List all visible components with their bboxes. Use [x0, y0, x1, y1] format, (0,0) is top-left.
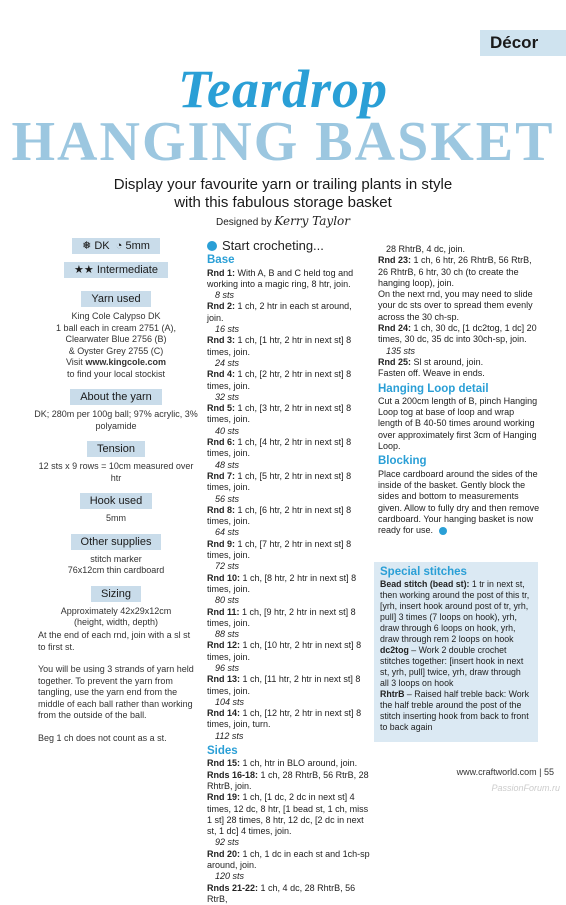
round-text: 1 ch, [10 htr, 2 htr in next st] 8 times, join.	[207, 640, 362, 662]
byline	[0, 214, 566, 228]
round-label: Rnd 7:	[207, 470, 235, 481]
sizing-head: Sizing	[91, 586, 141, 602]
round-text: 1 ch, 6 htr, 26 RhtrB, 56 RtrB, 26 RhtrB, 6 htr, 30 ch (to create the hanging loop), join.	[378, 255, 532, 288]
yarn-ball-icon: ❅	[82, 240, 92, 252]
round-text: 1 ch, [11 htr, 2 htr in next st] 8 times, join.	[207, 674, 361, 696]
section-tab: Décor	[480, 30, 566, 56]
stitch-count: 135 sts	[386, 345, 416, 356]
stars-icon: ★★	[74, 264, 94, 276]
round-label: Rnd 12:	[207, 640, 241, 651]
stitch-count: 48 sts	[215, 459, 240, 470]
yarn-line: Clearwater Blue 2756 (B)	[65, 334, 167, 344]
round-label: Rnd 24:	[378, 323, 412, 334]
instructions-column-2	[378, 244, 540, 536]
hook-label: 5mm	[125, 240, 150, 252]
round-text: 1 ch, [9 htr, 2 htr in next st] 8 times, join.	[207, 606, 356, 628]
yarn-used-head: Yarn used	[81, 291, 150, 307]
pattern-round	[207, 369, 370, 403]
round-text: 1 ch, [4 htr, 2 htr in next st] 8 times, join.	[207, 437, 352, 459]
round-label: Rnd 13:	[207, 674, 241, 685]
round-label: Rnd 1:	[207, 267, 235, 278]
round-label: Rnd 5:	[207, 403, 235, 414]
round-label: Rnd 25:	[378, 356, 412, 367]
supplies-block	[34, 530, 198, 577]
special-stitch-item	[380, 645, 532, 689]
pattern-round	[207, 640, 370, 674]
blocking-text: Place cardboard around the sides of the inside of the basket. Gently block the sides and bottom to measurements given. Allow to fully dry and then remove cardboard. Your hanging basket is now ready for use.	[378, 468, 540, 536]
round-label: Rnd 19:	[207, 792, 241, 803]
next-round-note: On the next rnd, you may need to slide your dc sts over to spread them evenly across the 30 ch-sp.	[378, 289, 533, 322]
special-stitch-text: – Raised half treble back: Work the half treble around the post of the stitch inserting hook from back to front to back again	[380, 689, 529, 732]
round-label: Rnd 8:	[207, 504, 235, 515]
round-text: 1 ch, [8 htr, 2 htr in next st] 8 times, join.	[207, 572, 357, 594]
title-line1: Teardrop	[177, 59, 389, 119]
watermark: PassionForum.ru	[491, 783, 560, 793]
supplies-line: 76x12cm thin cardboard	[67, 565, 165, 575]
pattern-round	[207, 301, 370, 335]
pattern-round	[207, 674, 370, 708]
sides-rounds	[207, 758, 370, 905]
round-text: 1 ch, [12 htr, 2 htr in next st] 8 times, join, turn.	[207, 708, 362, 730]
pattern-round	[378, 357, 540, 368]
stitch-count: 8 sts	[215, 290, 235, 301]
round-label: Rnd 9:	[207, 538, 235, 549]
round-text: 1 ch, [7 htr, 2 htr in next st] 8 times, join.	[207, 538, 352, 561]
hook-used-head: Hook used	[80, 493, 153, 509]
sizing-line: Approximately 42x29x12cm	[60, 605, 172, 616]
special-stitch-text: 1 tr in next st, then working around the post of this tr, [yrh, insert hook around post of tr, yrh, pull] 3 times (7 loops on hook), yrh, draw through 6 loops on hook, yrh, draw through rem 2 loops on hook	[380, 579, 530, 644]
stitch-count: 120 sts	[215, 871, 245, 882]
stitch-count: 56 sts	[215, 493, 240, 504]
page-footer: www.craftworld.com | 55	[456, 767, 554, 777]
round-text: 1 ch, [1 htr, 2 htr in next st] 8 times, join.	[207, 335, 352, 357]
stitch-count: 32 sts	[215, 391, 240, 402]
round-label: Rnd 11:	[207, 606, 240, 617]
byline-prefix: Designed by	[216, 217, 272, 228]
round-label: Rnd 3:	[207, 335, 235, 346]
special-stitches-list	[380, 579, 532, 733]
round-label: Rnd 10:	[207, 572, 241, 583]
start-heading	[207, 240, 370, 251]
pattern-round	[207, 708, 370, 742]
col3-rounds-2	[378, 323, 540, 368]
stitch-count: 96 sts	[215, 662, 240, 673]
round-label: Rnd 23:	[378, 255, 412, 266]
blocking-heading: Blocking	[378, 455, 427, 468]
round-text: 1 ch, htr in BLO around, join.	[242, 758, 358, 769]
weight-label: DK	[94, 240, 110, 252]
round-text: 1 ch, 30 dc, [1 dc2tog, 1 dc] 20 times, 30 dc, 35 dc into 30ch-sp, join.	[378, 323, 537, 345]
yarn-used-block	[34, 287, 198, 380]
special-stitch-label: dc2tog	[380, 645, 409, 655]
stitch-count: 104 sts	[215, 696, 245, 707]
subtitle-line1: Display your favourite yarn or trailing plants in style	[113, 176, 453, 193]
about-yarn-block	[34, 385, 198, 432]
yarn-line: & Oyster Grey 2755 (C)	[68, 345, 164, 356]
pattern-notes	[38, 630, 198, 755]
stitch-count: 40 sts	[215, 425, 240, 436]
stitch-count: 80 sts	[215, 595, 240, 606]
tension-head: Tension	[87, 441, 145, 457]
note-paragraph: Beg 1 ch does not count as a st.	[38, 732, 167, 743]
fasten-off-text: Fasten off. Weave in ends.	[378, 368, 485, 379]
stitch-count: 92 sts	[215, 837, 240, 848]
round-text: 1 ch, [3 htr, 2 htr in next st] 8 times, join.	[207, 403, 352, 425]
round-text: 1 ch, [1 dc, 2 dc in next st] 4 times, 12 dc, 8 htr, [1 bead st, 1 ch, miss 1 st] 28 times, 8 htr, 12 dc, [2 dc in next st, 1 dc] 4 times, join.	[207, 792, 369, 837]
about-yarn-text: DK; 280m per 100g ball; 97% acrylic, 3% polyamide	[34, 409, 198, 431]
pattern-round	[207, 335, 370, 369]
special-stitch-label: RhtrB	[380, 689, 405, 699]
base-heading: Base	[207, 254, 235, 267]
yarn-line: King Cole Calypso DK	[71, 311, 161, 321]
pattern-round	[207, 573, 370, 607]
yarn-url-link[interactable]: www.kingcole.com	[85, 357, 167, 367]
round-label: Rnds 21-22:	[207, 882, 259, 893]
yarn-visit	[34, 357, 198, 369]
round-label: Rnd 2:	[207, 301, 235, 312]
round-label: Rnd 4:	[207, 369, 235, 380]
yarn-line: 1 ball each in cream 2751 (A),	[55, 322, 177, 333]
weight-hook-pill	[72, 238, 160, 254]
stitch-count: 72 sts	[215, 561, 240, 572]
stitch-count: 24 sts	[215, 357, 240, 368]
pattern-round	[207, 607, 370, 641]
round-label: Rnd 6:	[207, 437, 235, 448]
hanging-loop-text: Cut a 200cm length of B, pinch Hanging Loop tog at base of loop and wrap length of B 40-50 times around working over approximately first 3cm of Hanging Loop.	[378, 395, 538, 452]
round-text: 1 ch, 28 RhtrB, 56 RtrB, 28 RhtrB, join.	[207, 769, 369, 791]
special-stitch-item	[380, 579, 532, 645]
yarn-visit-suffix: to find your local stockist	[66, 368, 166, 379]
hook-used-text: 5mm	[106, 513, 126, 523]
pattern-round	[207, 758, 370, 769]
round-label: Rnd 15:	[207, 758, 241, 769]
round-label: Rnd 14:	[207, 708, 241, 719]
bullet-dot-icon	[207, 241, 217, 251]
about-yarn-head: About the yarn	[70, 389, 162, 405]
end-dot-icon	[439, 527, 447, 535]
special-stitch-item	[380, 689, 532, 733]
pattern-round	[207, 849, 370, 883]
hook-used-block	[34, 489, 198, 525]
pattern-round	[207, 403, 370, 437]
round-label: Rnd 20:	[207, 848, 241, 859]
pattern-round	[378, 255, 540, 289]
stitch-count: 16 sts	[215, 324, 240, 335]
col3-rounds	[378, 255, 540, 289]
special-stitch-text: – Work 2 double crochet stitches together: [insert hook in next st, yrh, pull] twice, yrh, draw through all 3 loops on hook	[380, 645, 524, 688]
stitch-count: 88 sts	[215, 629, 240, 640]
sides-heading: Sides	[207, 745, 238, 758]
hook-icon: ◔	[115, 240, 123, 252]
base-rounds	[207, 268, 370, 742]
byline-author: Kerry Taylor	[274, 214, 350, 228]
round-text: 1 ch, [2 htr, 2 htr in next st] 8 times, join.	[207, 369, 352, 391]
round-label: Rnds 16-18:	[207, 769, 259, 780]
pattern-round	[207, 437, 370, 471]
special-stitch-label: Bead stitch (bead st):	[380, 579, 470, 589]
instructions-column-1	[207, 240, 370, 905]
pattern-round	[207, 770, 370, 793]
round-text: With A, B and C held tog and working into a magic ring, 8 htr, join.	[207, 267, 354, 289]
level-label: Intermediate	[96, 264, 158, 276]
pattern-round	[207, 505, 370, 539]
sizing-line: (height, width, depth)	[73, 617, 159, 627]
round-text: 1 ch, 1 dc in each st and 1ch-sp around, join.	[207, 848, 370, 871]
subtitle-line2: with this fabulous storage basket	[174, 194, 392, 211]
level-pill	[64, 262, 168, 278]
hanging-loop-heading: Hanging Loop detail	[378, 382, 489, 395]
supplies-line: stitch marker	[90, 553, 142, 564]
subtitle	[0, 176, 566, 212]
round-text: 1 ch, [6 htr, 2 htr in next st] 8 times, join.	[207, 504, 352, 527]
tension-block	[34, 437, 198, 484]
pattern-round	[207, 471, 370, 505]
special-stitches-box	[374, 562, 538, 742]
pattern-round	[207, 539, 370, 573]
supplies-head: Other supplies	[71, 534, 162, 550]
start-heading-label: Start crocheting...	[222, 238, 324, 253]
note-paragraph: You will be using 3 strands of yarn held together. To prevent the yarn from tangling, use the yarn end from the middle of each ball rather than working from the outside of the ball.	[38, 664, 194, 720]
note-paragraph: At the end of each rnd, join with a sl st to first st.	[38, 630, 191, 652]
stitch-count: 64 sts	[215, 527, 240, 538]
pattern-round	[378, 323, 540, 357]
yarn-visit-prefix: Visit	[65, 357, 83, 367]
round-text: 1 ch, 2 htr in each st around, join.	[207, 301, 352, 323]
pattern-round	[207, 268, 370, 302]
sizing-block	[34, 582, 198, 629]
title-line2: HANGING BASKET	[11, 111, 555, 173]
pattern-round	[207, 792, 370, 848]
round-text: 1 ch, [5 htr, 2 htr in next st] 8 times, join.	[207, 470, 352, 493]
stitch-count: 112 sts	[215, 730, 244, 741]
continued-text: 28 RhtrB, 4 dc, join.	[386, 244, 466, 254]
pattern-sidebar	[34, 236, 198, 634]
special-stitches-heading: Special stitches	[380, 566, 467, 578]
tension-text: 12 sts x 9 rows = 10cm measured over htr	[38, 461, 194, 483]
round-text: Sl st around, join.	[413, 356, 484, 367]
pattern-round	[207, 883, 370, 905]
round-text: 1 ch, 4 dc, 28 RhtrB, 56 RtrB,	[207, 882, 356, 904]
